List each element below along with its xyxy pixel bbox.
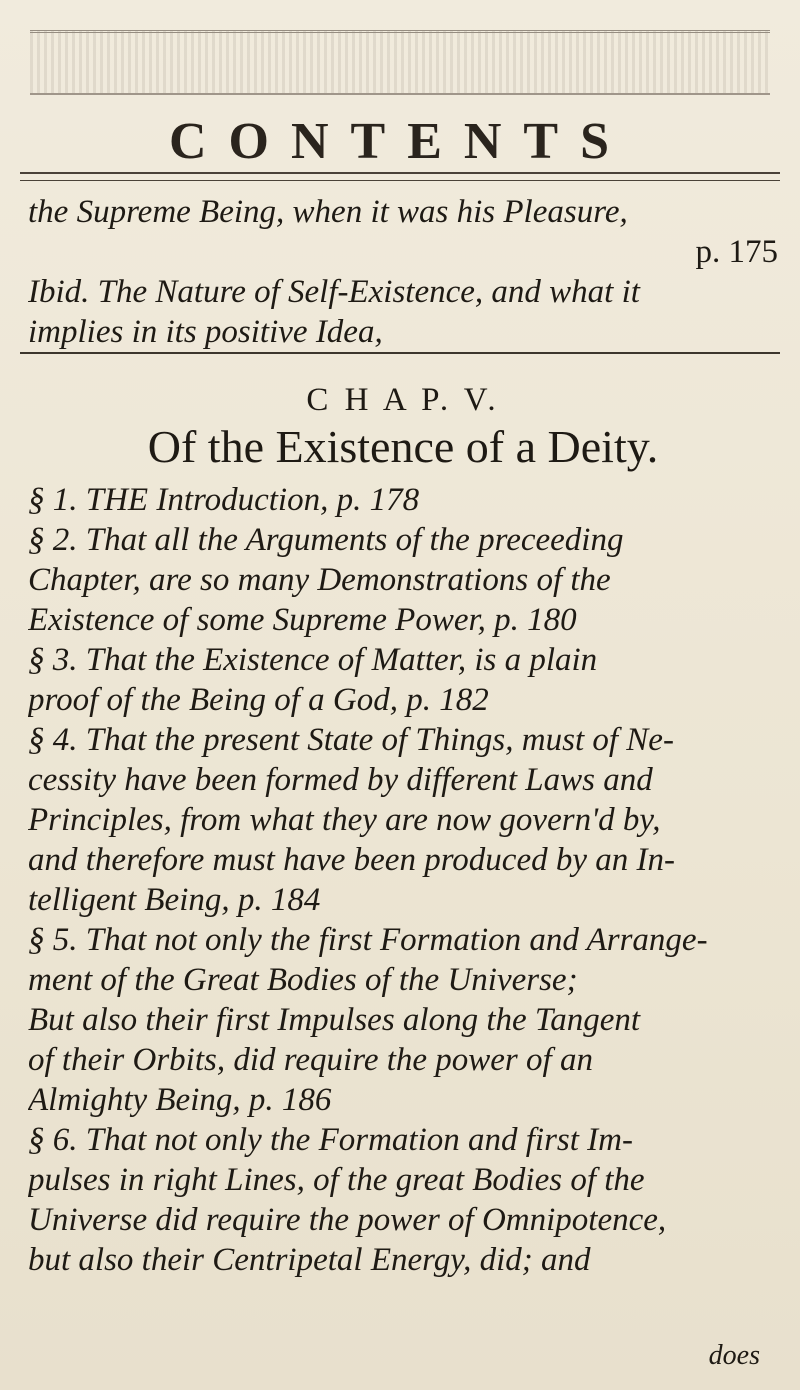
contents-block-top (28, 192, 778, 272)
page-title: CONTENTS (168, 113, 632, 170)
chapter-heading: Of the Existence of a Deity. (147, 421, 659, 472)
contents-line: Chapter, are so many Demonstrations of the (28, 562, 611, 598)
contents-line: the Supreme Being, when it was his Pleasure, (28, 194, 628, 230)
contents-line: Almighty Being, p. 186 (28, 1082, 332, 1118)
section-rule (20, 352, 780, 354)
contents-line: and therefore must have been produced by an In- (28, 842, 675, 878)
contents-line: of their Orbits, did require the power of an (28, 1042, 593, 1078)
contents-line: Existence of some Supreme Power, p. 180 (28, 602, 577, 638)
contents-line: Ibid. The Nature of Self-Existence, and what it (28, 274, 640, 310)
contents-line: § 1. THE Introduction, p. 178 (28, 482, 420, 518)
catchword: does (708, 1340, 760, 1371)
contents-line: § 4. That the present State of Things, must of Ne- (28, 722, 674, 758)
contents-line: cessity have been formed by different Laws and (28, 762, 653, 798)
contents-line: pulses in right Lines, of the great Bodies of the (28, 1162, 645, 1198)
contents-line: § 3. That the Existence of Matter, is a plain (28, 642, 598, 678)
contents-line: implies in its positive Idea, (28, 314, 383, 350)
contents-line: Universe did require the power of Omnipotence, (28, 1202, 667, 1238)
contents-line: telligent Being, p. 184 (28, 882, 321, 918)
title-rule (20, 172, 780, 174)
contents-line: But also their first Impulses along the Tangent (28, 1002, 641, 1038)
contents-line: ment of the Great Bodies of the Universe; (28, 962, 578, 998)
contents-line: Principles, from what they are now govern'd by, (28, 802, 661, 838)
contents-line: § 2. That all the Arguments of the preceeding (28, 522, 624, 558)
decorative-header-band (30, 30, 770, 95)
contents-line: § 5. That not only the first Formation and Arrange- (28, 922, 708, 958)
page-reference: p. 175 (695, 234, 778, 270)
contents-line: § 6. That not only the Formation and first Im- (28, 1122, 633, 1158)
contents-line: but also their Centripetal Energy, did; and (28, 1242, 591, 1278)
chapter-heading: C H A P. V. (306, 382, 500, 418)
contents-line: proof of the Being of a God, p. 182 (28, 682, 489, 718)
title-rule-thin (20, 180, 780, 181)
contents-list (28, 272, 778, 1280)
